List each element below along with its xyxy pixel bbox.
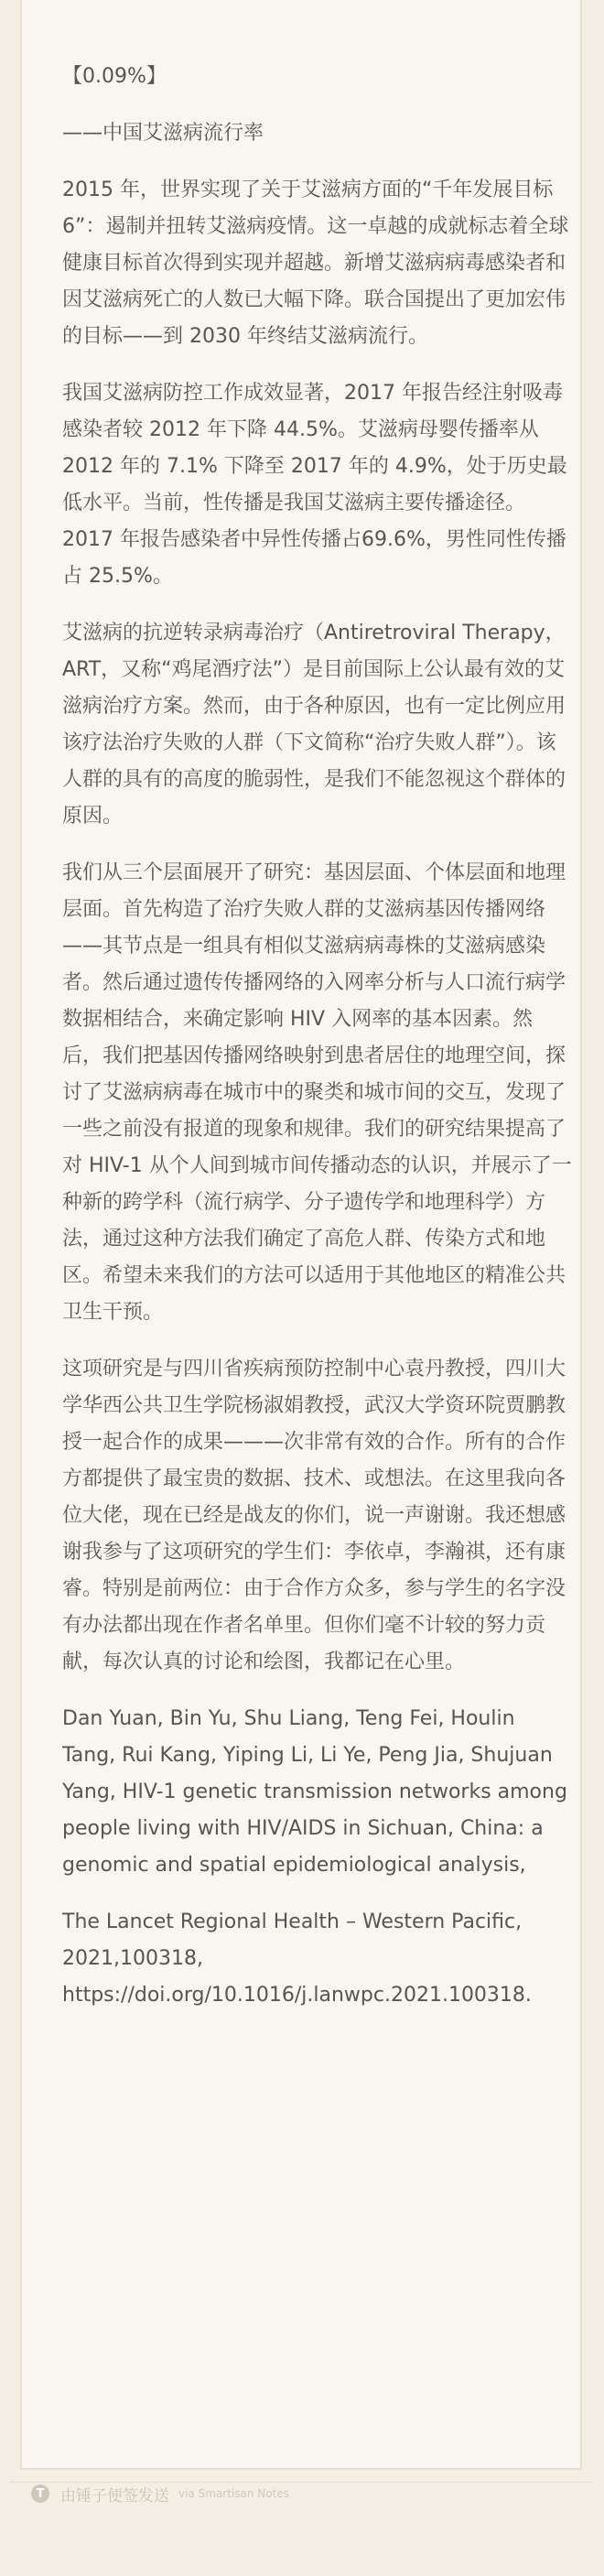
footer-via-text: via Smartisan Notes — [178, 2487, 289, 2500]
note-paragraph: 我国艾滋病防控工作成效显著，2017 年报告经注射吸毒感染者较 2012 年下降 44.5%。艾滋病母婴传播率从 2012 年的 7.1% 下降至 2017 年的 4.9%，处于历史最低水平。当前，性传播是我国艾滋病主要传播途径。2017 年报告感染者中异性传播占69.6%，男性同性传播占 25.5%。 — [62, 382, 567, 588]
footer-signature — [31, 2483, 289, 2505]
note-paragraph: 艾滋病的抗逆转录病毒治疗（Antiretroviral Therapy，ART，又称“鸡尾酒疗法”）是目前国际上公认最有效的艾滋病治疗方案。然而，由于各种原因，也有一定比例应用该疗法治疗失败的人群（下文简称“治疗失败人群”）。该人群的具有的高度的脆弱性，是我们不能忽视这个群体的原因。 — [62, 622, 566, 828]
note-body — [62, 59, 573, 2034]
note-card — [20, 0, 582, 2470]
note-paragraph: 我们从三个层面展开了研究：基因层面、个体层面和地理层面。首先构造了治疗失败人群的艾滋病基因传播网络——其节点是一组具有相似艾滋病病毒株的艾滋病感染者。然后通过遗传传播网络的入网率分析与人口流行病学数据相结合，来确定影响 HIV 入网率的基本因素。然后，我们把基因传播网络映射到患者居住的地理空间，探讨了艾滋病病毒在城市中的聚类和城市间的交互，发现了一些之前没有报道的现象和规律。我们的研究结果提高了对 HIV-1 从个人间到城市间传播动态的认识，并展示了一种新的跨学科（流行病学、分子遗传学和地理科学）方法，通过这种方法我们确定了高危人群、传染方式和地区。希望未来我们的方法可以适用于其他地区的精准公共卫生干预。 — [62, 861, 572, 1324]
citation-journal: The Lancet Regional Health – Western Pacific, 2021,100318, https://doi.org/10.1016/j.lanwpc.2021.100318. — [62, 1910, 532, 2007]
note-subheading: ——中国艾滋病流行率 — [62, 122, 264, 145]
citation-authors: Dan Yuan, Bin Yu, Shu Liang, Teng Fei, Houlin Tang, Rui Kang, Yiping Li, Li Ye, Peng Jia, Shujuan Yang, HIV-1 genetic transmission networks among people living with HIV/AIDS in Sichuan, China: a genomic and spatial epidemiological analysis, — [62, 1707, 574, 1877]
note-heading-rate: 【0.09%】 — [62, 65, 167, 88]
footer-sent-text: 由锤子便签发送 — [60, 2486, 169, 2506]
note-paragraph: 2015 年，世界实现了关于艾滋病方面的“千年发展目标 6”：遏制并扭转艾滋病疫情。这一卓越的成就标志着全球健康目标首次得到实现并超越。新增艾滋病病毒感染者和因艾滋病死亡的人数已大幅下降。联合国提出了更加宏伟的目标——到 2030 年终结艾滋病流行。 — [62, 179, 569, 348]
smartisan-logo-icon: T — [31, 2484, 49, 2503]
note-paragraph: 这项研究是与四川省疾病预防控制中心袁丹教授，四川大学华西公共卫生学院杨淑娟教授，武汉大学资环院贾鹏教授一起合作的成果———次非常有效的合作。所有的合作方都提供了最宝贵的数据、技术、或想法。在这里我向各位大佬，现在已经是战友的你们，说一声谢谢。我还想感谢我参与了这项研究的学生们：李依卓，李瀚祺，还有康睿。特别是前两位：由于合作方众多，参与学生的名字没有办法都出现在作者名单里。但你们毫不计较的努力贡献，每次认真的讨论和绘图，我都记在心里。 — [62, 1358, 566, 1673]
